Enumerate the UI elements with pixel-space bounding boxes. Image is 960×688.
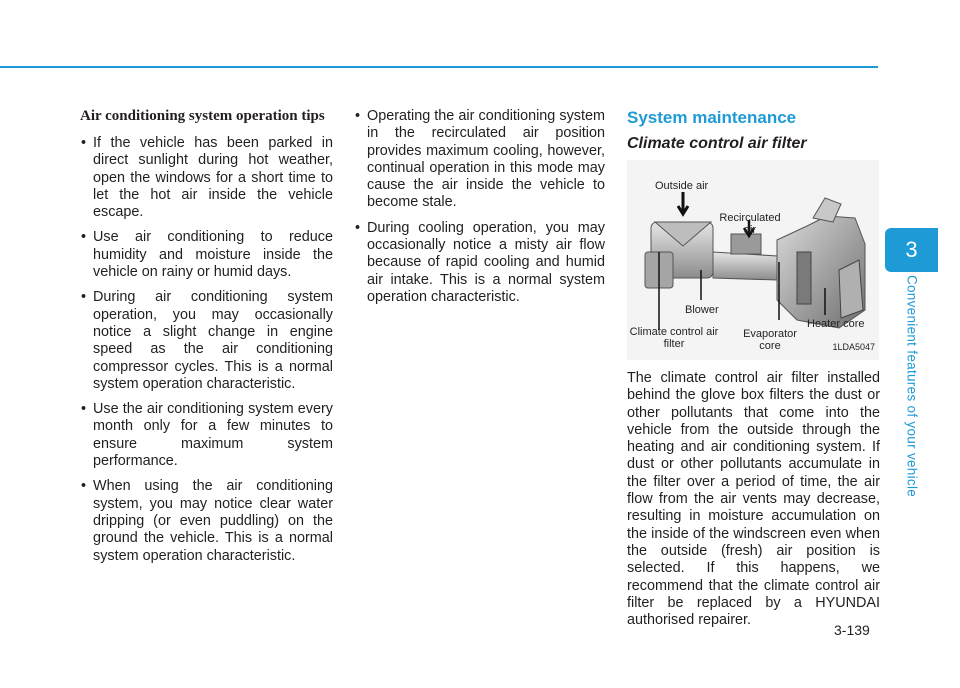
left-column: [80, 108, 333, 573]
list-item: • If the vehicle has been parked in direct sunlight during hot weather, open the windows for a short time to let the hot air inside the vehicle escape.: [81, 135, 333, 221]
tips-heading: Air conditioning system operation tips: [80, 108, 325, 124]
list-item: • Use the air conditioning system every month only for a few minutes to ensure maximum system performance.: [81, 401, 333, 470]
middle-column: [354, 108, 605, 314]
heater-block: [839, 260, 863, 318]
tips-list: [80, 135, 333, 565]
list-item: • During air conditioning system operation, you may occasionally notice a slight change in engine speed as the air conditioning compressor cycles. This is a normal system operation characteristic.: [81, 289, 333, 392]
evaporator-block: [797, 252, 811, 304]
recirc-inlet: [731, 234, 761, 254]
filter-paragraph: The climate control air filter installed behind the glove box filters the dust or other pollutants that come into the vehicle from the outside through the heating and air conditioning system. If dust or other pollutants accumulate in the filter over a period of time, the air flow from the air vents may decrease, resulting in moisture accumulation on the inside of the windscreen even when the outside (fresh) air position is selected. If this happens, we recommend that the climate control air filter be replaced by a HYUNDAI authorised repairer.: [627, 370, 880, 629]
bullet-dot: •: [355, 219, 361, 236]
header-rule: [0, 66, 878, 68]
air-filter-diagram: [627, 160, 879, 360]
chapter-number: 3: [905, 237, 918, 262]
filter-label: Climate control air filter: [629, 326, 719, 350]
bullet-dot: •: [81, 229, 87, 246]
right-column: [627, 108, 880, 644]
evaporator-core-label: Evaporator core: [743, 328, 797, 352]
tips-list-continued: [354, 108, 605, 306]
bullet-dot: •: [81, 478, 87, 495]
list-item: • Use air conditioning to reduce humidity and moisture inside the vehicle on rainy or humid days.: [81, 229, 333, 281]
bullet-dot: •: [81, 135, 87, 151]
subsection-title: Climate control air filter: [627, 135, 807, 152]
page-number: 3-139: [834, 622, 870, 638]
figure-code: 1LDA5047: [832, 341, 875, 352]
outside-air-label: Outside air: [655, 180, 709, 192]
duct: [713, 252, 777, 280]
blower-label: Blower: [685, 304, 719, 316]
section-title: System maintenance: [627, 108, 797, 127]
chapter-title-text: Convenient features of your vehicle: [904, 274, 920, 497]
outside-air-arrow: [678, 192, 688, 214]
list-item: • When using the air conditioning system, you may notice clear water dripping (or even puddling) on the ground the vehicle. This is a normal system operation characteristic.: [81, 478, 333, 564]
chapter-title: [900, 274, 924, 497]
bullet-dot: •: [81, 289, 87, 306]
list-item: • During cooling operation, you may occasionally notice a misty air flow because of rapid cooling and humid air intake. This is a normal system operation characteristic.: [355, 219, 605, 305]
bullet-dot: •: [355, 108, 361, 124]
heater-core-label: Heater core: [807, 318, 865, 330]
list-item: • Operating the air conditioning system in the recirculated air position provides maximum cooling, however, continual operation in this mode may cause the air inside the vehicle to become stale.: [355, 108, 605, 211]
bullet-dot: •: [81, 401, 87, 418]
recirculated-air-label: Recirculated air: [719, 212, 781, 236]
